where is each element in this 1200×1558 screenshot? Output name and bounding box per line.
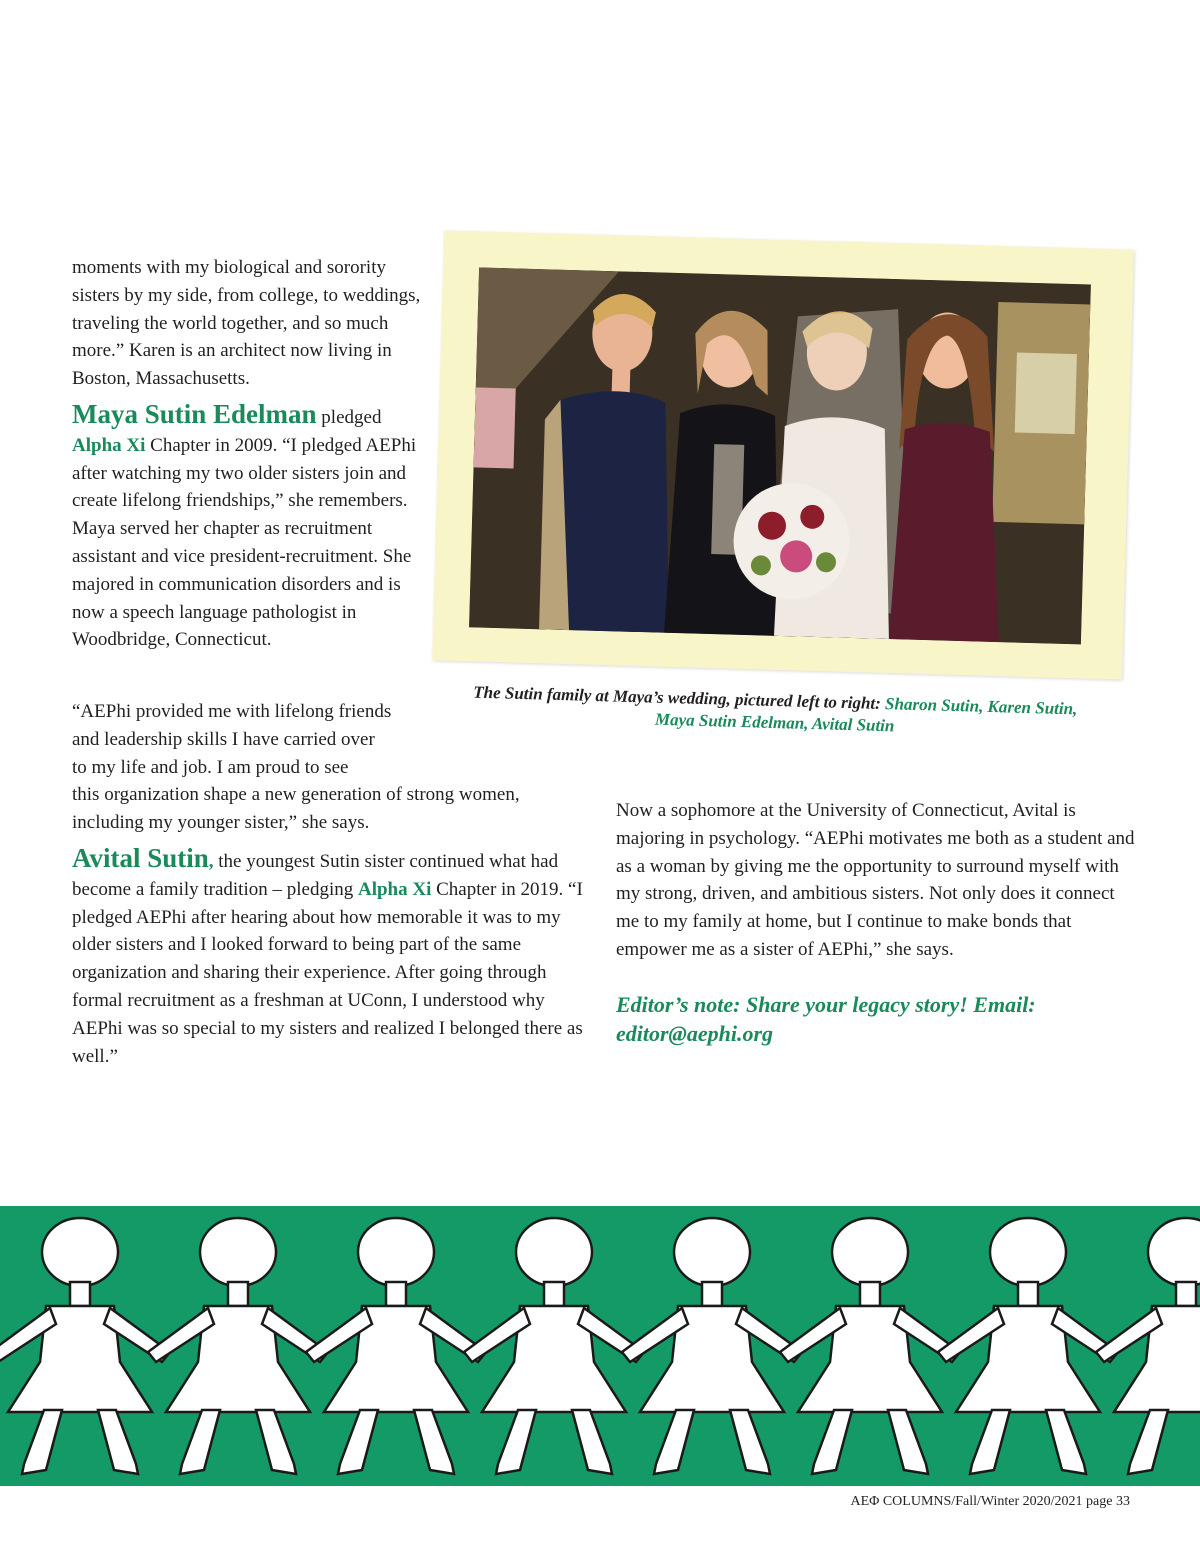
wedding-photo	[469, 267, 1091, 644]
avital-quote-paragraph: Now a sophomore at the University of Connecticut, Avital is majoring in psychology. “AEPhi motivates me both as a student and as a woman by giving me the opportunity to surround myself with my strong, driven, and ambitious sisters. Not only does it connect me to my family at home, but I continue to make bonds that empower me as a sister of AEPhi,” she says.	[616, 800, 1135, 960]
maya-quote-paragraph	[72, 698, 592, 837]
editor-note: Editor’s note: Share your legacy story! Email: editor@aephi.org	[616, 991, 1036, 1046]
avital-body-text-1: the youngest Sutin sister continued what had become a family tradition – pledging	[72, 850, 559, 900]
caption-prefix: The Sutin family at Maya’s wedding, pictured left to right:	[473, 682, 886, 714]
quote-rest: this organization shape a new generation of strong women, including my younger sister,” she says.	[72, 784, 520, 834]
avital-body-text-2: Chapter in 2019. “I pledged AEPhi after hearing about how memorable it was to my older sisters and I looked forward to being part of the same organization and sharing their experience. After going through formal recruitment as a freshman at UConn, I understood why AEPhi was so special to my sisters and realized I belonged there as well.”	[72, 878, 583, 1067]
quote-line-2: and leadership skills I have carried over	[72, 728, 375, 750]
paper-doll-chain-illustration	[0, 1206, 1200, 1486]
wedding-photo-illustration	[469, 267, 1091, 644]
avital-chapter-name: Alpha Xi	[357, 878, 432, 900]
avital-name-comma: ,	[208, 850, 214, 872]
maya-paragraph	[72, 398, 422, 654]
quote-line-1: “AEPhi provided me with lifelong friends	[72, 701, 392, 722]
paper-doll-band	[0, 1206, 1200, 1486]
photo-frame	[432, 230, 1134, 679]
maya-name-heading: Maya Sutin Edelman	[72, 398, 317, 429]
maya-pledged-text: pledged	[316, 406, 382, 428]
caption-names: Sharon Sutin, Karen Sutin, Maya Sutin Edelman, Avital Sutin	[654, 694, 1078, 736]
karen-paragraph-end: moments with my biological and sorority sisters by my side, from college, to weddings, traveling the world together, and so much more.” Karen is an architect now living in Boston, Massachusetts.	[72, 257, 421, 390]
maya-chapter-name: Alpha Xi	[72, 434, 146, 456]
avital-name-heading: Avital Sutin	[72, 842, 209, 873]
left-column-top	[72, 254, 422, 654]
maya-body-text: Chapter in 2009. “I pledged AEPhi after watching my two older sisters join and create lifelong friendships,” she remembers. Maya served her chapter as recruitment assistant and vice president-recruitment. She majored in communication disorders and is now a speech language pathologist in Woodbridge, Connecticut.	[72, 434, 417, 651]
right-column	[616, 797, 1136, 1048]
left-column-bottom	[72, 698, 592, 1070]
avital-paragraph	[72, 842, 592, 1070]
quote-line-3: to my life and job. I am proud to see	[72, 756, 349, 778]
page-footer: ΑΕΦ COLUMNS/Fall/Winter 2020/2021 page 33	[850, 1494, 1130, 1509]
